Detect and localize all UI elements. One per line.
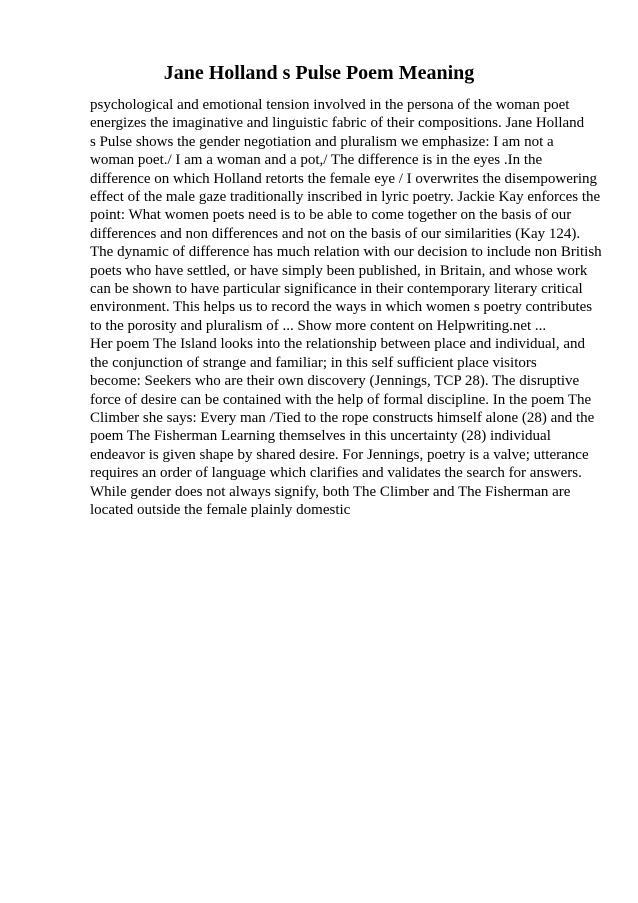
- body-line: The dynamic of difference has much relation with our decision to include non British: [90, 244, 602, 261]
- body-line: to the porosity and pluralism of ... Show more content on Helpwriting.net ...: [90, 317, 547, 334]
- body-line: psychological and emotional tension involved in the persona of the woman poet: [90, 97, 570, 113]
- document-body: [90, 96, 630, 519]
- document-title: Jane Holland s Pulse Poem Meaning: [163, 62, 475, 84]
- body-line: s Pulse shows the gender negotiation and pluralism we emphasize: I am not a: [90, 133, 554, 150]
- body-line: poem The Fisherman Learning themselves in this uncertainty (28) individual: [90, 428, 551, 445]
- body-line: point: What women poets need is to be able to come together on the basis of our: [90, 207, 572, 224]
- body-line: force of desire can be contained with the help of formal discipline. In the poem The: [90, 391, 592, 408]
- body-line: become: Seekers who are their own discovery (Jennings, TCP 28). The disruptive: [90, 373, 580, 390]
- body-line: Climber she says: Every man /Tied to the rope constructs himself alone (28) and the: [90, 409, 595, 426]
- body-line: Her poem The Island looks into the relationship between place and individual, and: [90, 336, 586, 353]
- body-line: the conjunction of strange and familiar; in this self sufficient place visitors: [90, 354, 537, 371]
- body-line: poets who have settled, or have simply been published, in Britain, and whose work: [90, 262, 588, 279]
- body-line: requires an order of language which clarifies and validates the search for answers.: [90, 465, 582, 482]
- body-line: can be shown to have particular significance in their contemporary literary critical: [90, 281, 583, 298]
- body-line: difference on which Holland retorts the female eye / I overwrites the disempowering: [90, 170, 598, 187]
- body-line: located outside the female plainly domestic: [90, 501, 351, 518]
- body-line: endeavor is given shape by shared desire. For Jennings, poetry is a valve; utterance: [90, 446, 589, 463]
- body-line: effect of the male gaze traditionally inscribed in lyric poetry. Jackie Kay enforces the: [90, 189, 601, 206]
- body-line: energizes the imaginative and linguistic fabric of their compositions. Jane Holland: [90, 115, 585, 132]
- body-line: While gender does not always signify, both The Climber and The Fisherman are: [90, 483, 571, 500]
- body-line: differences and non differences and not on the basis of our similarities (Kay 124).: [90, 225, 581, 242]
- body-line: environment. This helps us to record the ways in which women s poetry contributes: [90, 299, 593, 316]
- body-line: woman poet./ I am a woman and a pot,/ The difference is in the eyes .In the: [90, 152, 543, 169]
